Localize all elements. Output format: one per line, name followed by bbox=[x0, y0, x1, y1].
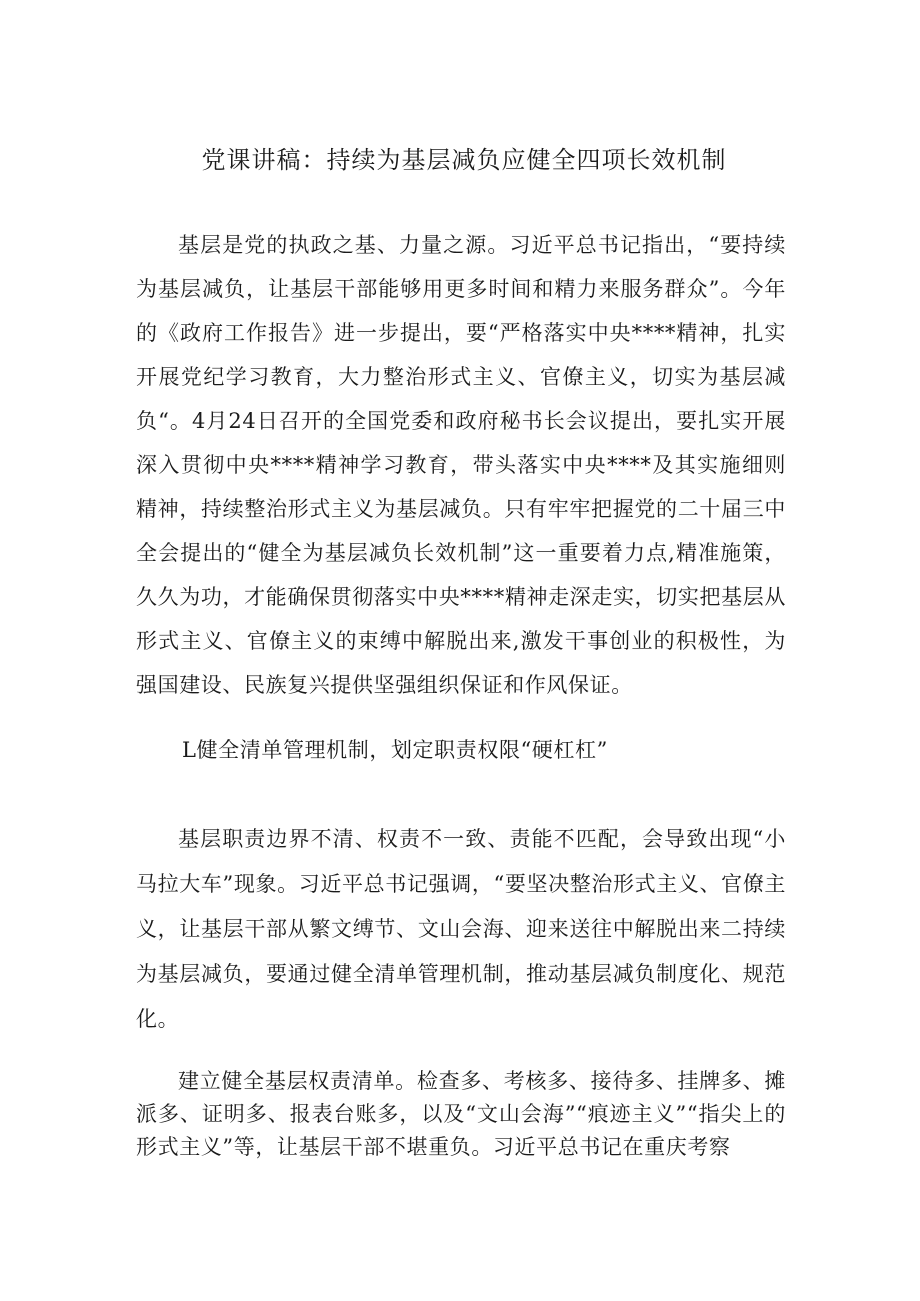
section-heading-1: L健全清单管理机制，划定职责权限“硬杠杠” bbox=[182, 738, 609, 762]
section-1-paragraph-2: 建立健全基层权责清单。检查多、考核多、接待多、挂牌多、摊派多、证明多、报表台账多，以及“文山会海”“痕迹主义”“指尖上的形式主义”等，让基层干部不堪重负。习近平总书记在重庆考察 bbox=[136, 1069, 786, 1159]
document-title: 党课讲稿：持续为基层减负应健全四项长效机制 bbox=[201, 146, 727, 174]
intro-paragraph: 基层是党的执政之基、力量之源。习近平总书记指出，“要持续为基层减负，让基层干部能够用更多时间和精力来服务群众”。今年的《政府工作报告》进一步提出，要“严格落实中央****精神，扎实开展党纪学习教育，大力整治形式主义、官僚主义，切实为基层减负“。4月24日召开的全国党委和政府秘书长会议提出，要扎实开展深入贯彻中央****精神学习教育，带头落实中央****及其实施细则精神，持续整治形式主义为基层减负。只有牢牢把握党的二十届三中全会提出的“健全为基层减负长效机制”这一重要着力点,精准施策，久久为功，才能确保贯彻落实中央****精神走深走实，切实把基层从形式主义、官僚主义的束缚中解脱出来,激发干事创业的积极性，为强国建设、民族复兴提供坚强组织保证和作风保证。 bbox=[136, 233, 786, 697]
section-1-paragraph-1: 基层职责边界不清、权责不一致、责能不匹配，会导致出现“小马拉大车”现象。习近平总书记强调，“要坚决整治形式主义、官僚主义，让基层干部从繁文缚节、文山会海、迎来送往中解脱出来二持续为基层减负，要通过健全清单管理机制，推动基层减负制度化、规范化。 bbox=[136, 827, 786, 1031]
